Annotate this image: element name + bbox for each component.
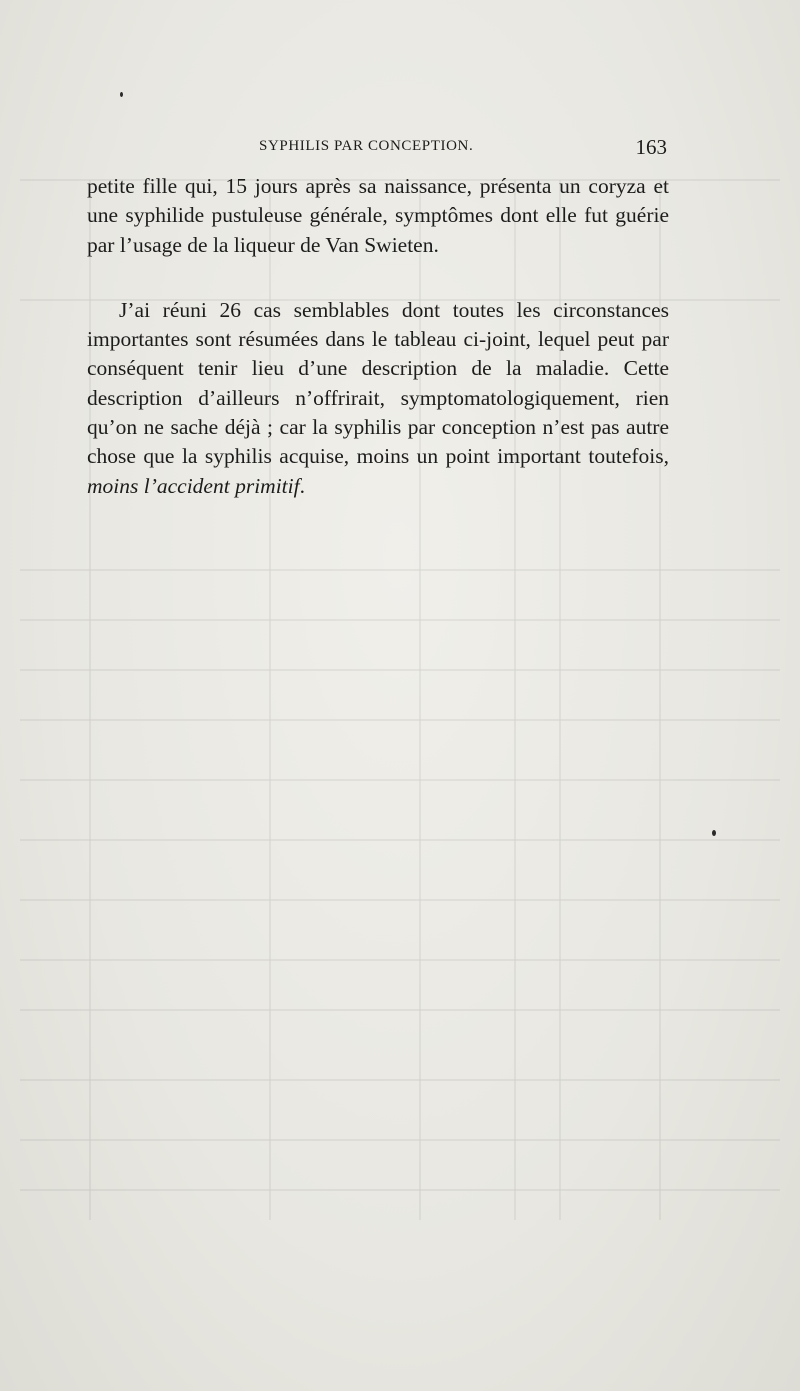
paragraph-text: J’ai réuni 26 cas semblables dont toutes les circonstances importantes sont résumées dans le tableau ci-joint, lequel peut par conséquent tenir lieu d’une description de la maladie. Cette description d’ailleurs n’offrirait, symptomatologiquement, rien qu’on ne sache déjà ; car la syphilis par conception n’est pas autre chose que la syphilis acquise, moins un point important toutefois, [87, 297, 669, 469]
running-header [87, 135, 667, 162]
paragraph: petite fille qui, 15 jours après sa naissance, présenta un coryza et une syphilide pustuleuse générale, symptômes dont elle fut guérie par l’usage de la liqueur de Van Swieten. [87, 174, 669, 257]
paragraph [87, 296, 669, 501]
running-title: SYPHILIS PAR CONCEPTION. [259, 138, 474, 154]
ink-speck [712, 830, 716, 836]
body-text [87, 172, 669, 501]
paragraph-end: . [299, 473, 305, 498]
page-number: 163 [635, 135, 667, 159]
ink-speck [120, 92, 123, 97]
emphasis-text: moins l’accident primitif [87, 473, 300, 498]
